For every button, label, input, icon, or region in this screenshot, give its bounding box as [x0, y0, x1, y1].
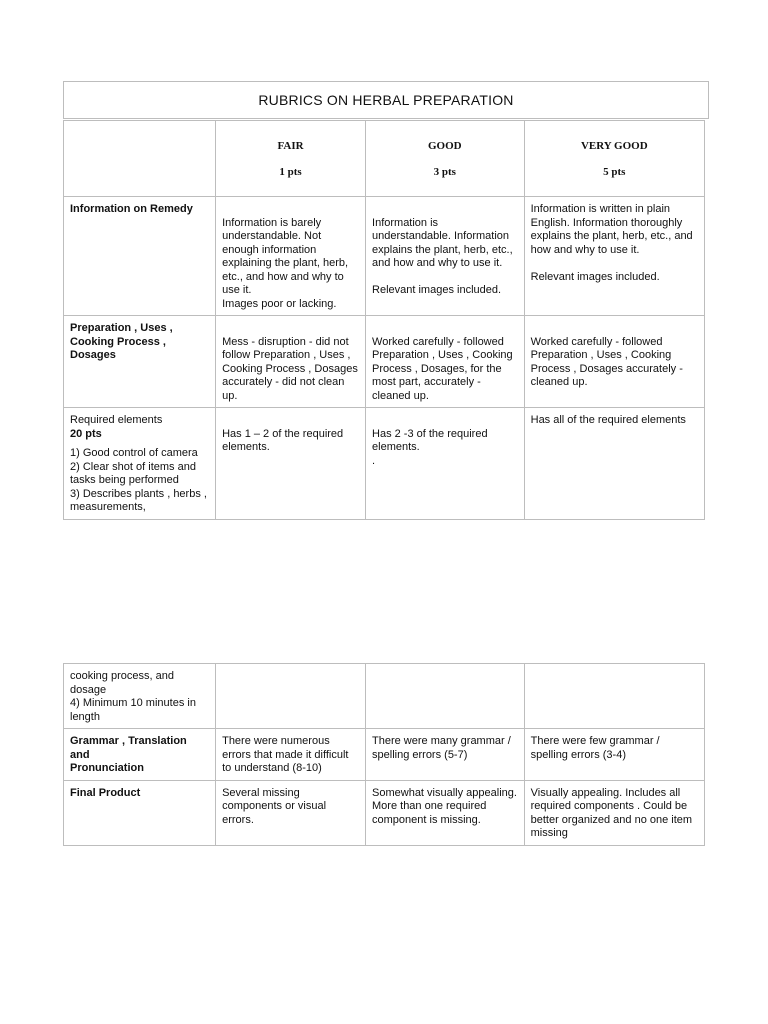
level-points: 1 pts: [279, 166, 302, 178]
criterion-cell: Information on Remedy: [64, 197, 216, 316]
rubric-table-continued: [63, 663, 705, 846]
table-row: [64, 197, 705, 316]
table-row: [64, 316, 705, 408]
criterion-list: 1) Good control of camera 2) Clear shot of items and tasks being performed 3) Describes plants , herbs , measurements,: [70, 447, 207, 513]
good-cell: Information is understandable. Information explains the plant, herb, etc., and how and why to use it. Relevant images included.: [366, 197, 525, 316]
level-points: 3 pts: [433, 166, 456, 178]
very-good-cell: Worked carefully - followed Preparation , Uses , Cooking Process , Dosages accurately - cleaned up.: [524, 316, 704, 408]
fair-cell: There were numerous errors that made it difficult to understand (8-10): [216, 729, 366, 781]
table-row: [64, 729, 705, 781]
very-good-cell: Has all of the required elements: [524, 408, 704, 520]
good-cell: There were many grammar / spelling errors (5-7): [366, 729, 525, 781]
document-title: RUBRICS ON HERBAL PREPARATION: [63, 81, 709, 119]
criterion-cell: [64, 408, 216, 520]
rubric-table: [63, 120, 705, 520]
level-name: GOOD: [428, 140, 462, 152]
header-row: [64, 121, 705, 197]
level-points: 5 pts: [603, 166, 626, 178]
fair-cell: Information is barely understandable. Not enough information explaining the plant, herb, etc., and how and why to use it. Images poor or lacking.: [216, 197, 366, 316]
criterion-label: Required elements: [70, 414, 163, 426]
level-name: FAIR: [277, 140, 304, 152]
good-cell: Has 2 -3 of the required elements. .: [366, 408, 525, 520]
good-cell: [366, 664, 525, 729]
level-name: VERY GOOD: [580, 140, 648, 152]
criterion-header-cell: [64, 121, 216, 197]
table-row: [64, 780, 705, 845]
level-header-very-good: [524, 121, 704, 197]
fair-cell: Mess - disruption - did not follow Preparation , Uses , Cooking Process , Dosages accurately - did not clean up.: [216, 316, 366, 408]
fair-cell: Has 1 – 2 of the required elements.: [216, 408, 366, 520]
criterion-cell: Preparation , Uses , Cooking Process , Dosages: [64, 316, 216, 408]
table-row: [64, 664, 705, 729]
criterion-points: 20 pts: [70, 427, 102, 440]
fair-cell: Several missing components or visual errors.: [216, 780, 366, 845]
very-good-cell: There were few grammar / spelling errors (3-4): [524, 729, 704, 781]
criterion-cell: cooking process, and dosage 4) Minimum 10 minutes in length: [64, 664, 216, 729]
good-cell: Worked carefully - followed Preparation , Uses , Cooking Process , Dosages, for the most part, accurately - cleaned up.: [366, 316, 525, 408]
criterion-cell: Final Product: [64, 780, 216, 845]
fair-cell: [216, 664, 366, 729]
table-row: [64, 408, 705, 520]
very-good-cell: Information is written in plain English. Information thoroughly explains the plant, herb, etc., and how and why to use it. Relevant images included.: [524, 197, 704, 316]
very-good-cell: [524, 664, 704, 729]
very-good-cell: Visually appealing. Includes all required components . Could be better organized and no one item missing: [524, 780, 704, 845]
level-header-fair: [216, 121, 366, 197]
criterion-cell: Grammar , Translation and Pronunciation: [64, 729, 216, 781]
good-cell: Somewhat visually appealing. More than one required component is missing.: [366, 780, 525, 845]
level-header-good: [366, 121, 525, 197]
